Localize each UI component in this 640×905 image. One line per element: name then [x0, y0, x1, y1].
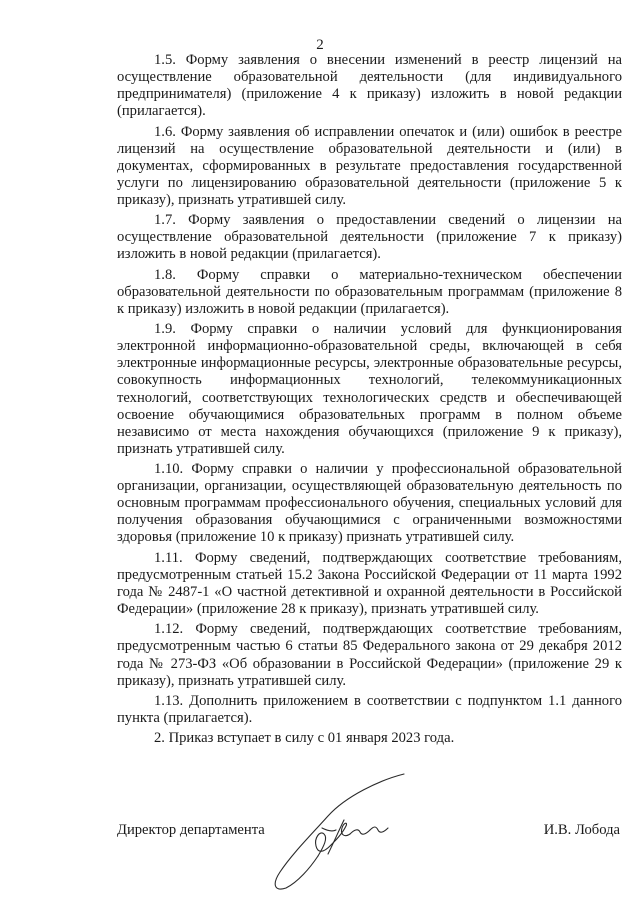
paragraph-1-6: 1.6. Форму заявления об исправлении опечаток и (или) ошибок в реестре лицензий на осуществление образовательной деятельности и (или) в документах, сформированных в результате предоставления государственной услуги по лицензированию образовательной деятельности (приложение 5 к приказу), признать утратившей силу.: [117, 123, 622, 208]
page-number: 2: [316, 37, 324, 53]
handwritten-signature: [262, 768, 412, 898]
document-body: [117, 52, 622, 751]
signatory-name: И.В. Лобода: [543, 822, 620, 838]
paragraph-2: 2. Приказ вступает в силу с 01 января 2023 года.: [154, 730, 455, 747]
paragraph-1-13: 1.13. Дополнить приложением в соответствии с подпунктом 1.1 данного пункта (прилагается).: [117, 692, 622, 726]
paragraph-1-5: 1.5. Форму заявления о внесении изменений в реестр лицензий на осуществление образовательной деятельности (для индивидуального предпринимателя) (приложение 4 к приказу) изложить в новой редакции (прилагается).: [117, 52, 622, 120]
paragraph-1-8: 1.8. Форму справки о материально-техническом обеспечении образовательной деятельности по образовательным программам (приложение 8 к приказу) изложить в новой редакции (прилагается).: [117, 266, 622, 317]
signatory-title: Директор департамента: [117, 822, 265, 838]
paragraph-1-7: 1.7. Форму заявления о предоставлении сведений о лицензии на осуществление образовательной деятельности (приложение 7 к приказу) изложить в новой редакции (прилагается).: [117, 212, 622, 263]
paragraph-1-11: 1.11. Форму сведений, подтверждающих соответствие требованиям, предусмотренным статьей 15.2 Закона Российской Федерации от 11 марта 1992 года № 2487-1 «О частной детективной и охранной деятельности в Российской Федерации» (приложение 28 к приказу), признать утратившей силу.: [117, 549, 622, 618]
paragraph-1-12: 1.12. Форму сведений, подтверждающих соответствие требованиям, предусмотренным частью 6 статьи 85 Федерального закона от 29 декабря 2012 года № 273-ФЗ «Об образовании в Российской Федерации» (приложение 29 к приказу), признать утратившей силу.: [117, 621, 622, 689]
paragraph-1-9: 1.9. Форму справки о наличии условий для функционирования электронной информационно-образовательной среды, включающей в себя электронные информационные ресурсы, электронные образовательные ресурсы, совокупность информационных технологий, телекоммуникационных технологий, соответствующих технологических средств и обеспечивающей освоение обучающимися образовательных программ в полном объеме независимо от места нахождения обучающихся (приложение 9 к приказу), признать утратившей силу.: [117, 321, 622, 457]
paragraph-1-10: 1.10. Форму справки о наличии у профессиональной образовательной организации, организации, осуществляющей образовательную деятельность по основным программам профессионального обучения, специальных условий для получения образования обучающимися с ограниченными возможностями здоровья (приложение 10 к приказу) признать утратившей силу.: [117, 461, 622, 546]
